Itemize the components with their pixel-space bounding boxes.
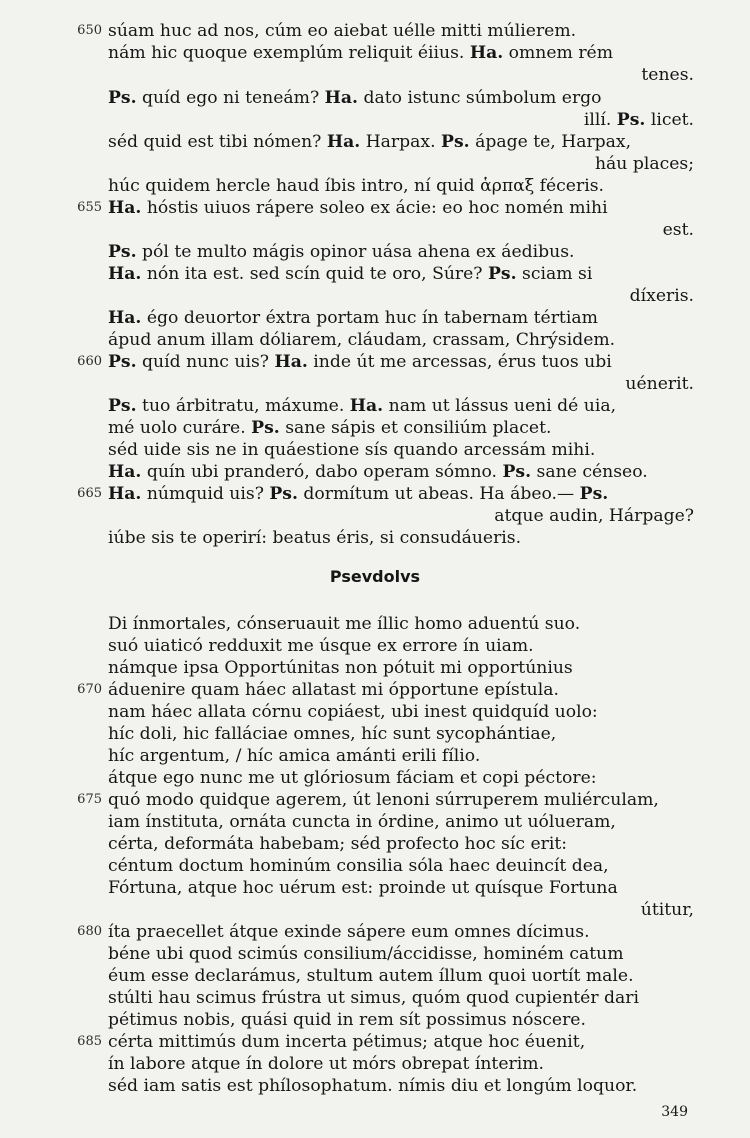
verse-line-continuation: tenes.: [641, 65, 694, 85]
line-number: 655: [77, 200, 102, 215]
line-number: 660: [77, 354, 102, 369]
speaker-label: Ps.: [488, 264, 517, 284]
speaker-label: Ps.: [108, 352, 137, 372]
verse-line-continuation: útitur,: [640, 900, 694, 920]
verse-line: suó uiaticó redduxit me úsque ex errore ín uiam.: [108, 636, 534, 656]
speaker-label: Ps.: [108, 396, 137, 416]
speaker-label: Ha.: [108, 308, 142, 328]
verse-line-continuation: illí. Ps. licet.: [583, 110, 694, 130]
speaker-label: Ps.: [108, 88, 137, 108]
line-number: 650: [77, 23, 102, 38]
verse-line: céntum doctum hominúm consilia sóla haec deuincít dea,: [108, 856, 609, 876]
speaker-label: Ha.: [274, 352, 308, 372]
verse-line: Fórtuna, atque hoc uérum est: proinde ut quísque Fortuna: [108, 878, 618, 898]
verse-line: Ps. tuo árbitratu, máxume. Ha. nam ut lássus ueni dé uia,: [108, 396, 617, 416]
verse-line: séd quid est tibi nómen? Ha. Harpax. Ps. ápage te, Harpax,: [108, 132, 632, 152]
speaker-label: Ha.: [108, 462, 142, 482]
verse-line-continuation: est.: [662, 220, 694, 240]
verse-line: éum esse declarámus, stultum autem íllum quoi uortít male.: [108, 966, 634, 986]
line-number: 670: [77, 682, 102, 697]
verse-line: quó modo quidque agerem, út lenoni súrruperem muliérculam,: [108, 790, 659, 810]
line-number: 685: [77, 1034, 102, 1049]
verse-line: ápud anum illam dóliarem, cláudam, crassam, Chrýsidem.: [108, 330, 616, 350]
verse-line: nám hic quoque exemplúm reliquit éiius. Ha. omnem rém: [108, 43, 614, 63]
verse-line: séd iam satis est phílosophatum. nímis diu et longúm loquor.: [108, 1076, 638, 1096]
verse-line: Ps. quíd ego ni teneám? Ha. dato istunc súmbolum ergo: [108, 88, 602, 108]
verse-line: Ha. égo deuortor éxtra portam huc ín tabernam tértiam: [108, 308, 598, 328]
verse-line: átque ego nunc me ut glóriosum fáciam et copi péctore:: [108, 768, 597, 788]
verse-line: cérta mittimús dum incerta pétimus; atque hoc éuenit,: [108, 1032, 586, 1052]
verse-line: Ha. hóstis uiuos rápere soleo ex ácie: eo hoc nomén mihi: [108, 198, 608, 218]
verse-line: béne ubi quod scimús consilium/áccidisse, hominém catum: [108, 944, 624, 964]
verse-line: súam huc ad nos, cúm eo aiebat uélle mitti múlierem.: [108, 21, 577, 41]
verse-line: Ha. quín ubi pranderó, dabo operam sómno. Ps. sane cénseo.: [108, 462, 648, 482]
verse-line: nam háec allata córnu copiáest, ubi inest quidquíd uolo:: [108, 702, 598, 722]
line-number: 675: [77, 792, 102, 807]
section-heading: Psevdolvs: [329, 567, 421, 586]
speaker-label: Ha.: [349, 396, 384, 416]
verse-line: mé uolo curáre. Ps. sane sápis et consiliúm placet.: [108, 418, 552, 438]
verse-line: ín labore atque ín dolore ut mórs obrepat ínterim.: [108, 1054, 544, 1074]
verse-line: Di ínmortales, cónseruauit me íllic homo aduentú suo.: [108, 614, 581, 634]
speaker-label: Ha.: [324, 88, 359, 108]
speaker-label: Ps.: [441, 132, 470, 152]
speaker-label: Ha.: [469, 43, 504, 63]
verse-line-continuation: háu places;: [594, 154, 694, 174]
verse-line: Ha. nón ita est. sed scín quid te oro, Súre? Ps. sciam si: [108, 264, 593, 284]
verse-line: pétimus nobis, quási quid in rem sít possimus nóscere.: [108, 1010, 586, 1030]
verse-line: Ps. quíd nunc uis? Ha. inde út me arcessas, érus tuos ubi: [108, 352, 612, 372]
verse-line: húc quidem hercle haud íbis intro, ní quid ἁρπαξ féceris.: [108, 176, 604, 196]
speaker-label: Ps.: [502, 462, 532, 482]
speaker-label: Ps.: [269, 484, 298, 504]
verse-line: stúlti hau scimus frústra ut simus, quóm quod cupientér dari: [108, 988, 639, 1008]
speaker-label: Ha.: [108, 264, 142, 284]
page-number: 349: [661, 1104, 688, 1120]
speaker-label: Ps.: [108, 242, 137, 262]
speaker-label: Ps.: [616, 110, 646, 130]
speaker-label: Ps.: [251, 418, 280, 438]
verse-line: áduenire quam háec allatast mi ópportune epístula.: [108, 680, 559, 700]
line-number: 665: [77, 486, 102, 501]
speaker-label: Ha.: [108, 484, 142, 504]
verse-line: cérta, deformáta habebam; séd profecto hoc síc erit:: [108, 834, 568, 854]
verse-line: híc doli, hic falláciae omnes, híc sunt sycophántiae,: [108, 724, 557, 744]
verse-line: Ps. pól te multo mágis opinor uása ahena ex áedibus.: [108, 242, 575, 262]
verse-line-continuation: díxeris.: [629, 286, 694, 306]
speaker-label: Ha.: [326, 132, 361, 152]
verse-line: iam ínstituta, ornáta cuncta in órdine, animo ut uólueram,: [108, 812, 616, 832]
verse-line: híc argentum, / híc amica amánti erili fílio.: [108, 746, 481, 766]
line-number: 680: [77, 924, 102, 939]
speaker-label: Ps.: [579, 484, 609, 504]
verse-line: Ha. númquid uis? Ps. dormítum ut abeas. Ha ábeo.— Ps.: [108, 484, 609, 504]
verse-line: námque ipsa Opportúnitas non pótuit mi opportúnius: [108, 658, 573, 678]
speaker-label: Ha.: [108, 198, 142, 218]
verse-line: séd uide sis ne in quáestione sís quando arcessám mihi.: [108, 440, 596, 460]
verse-line: íta praecellet átque exinde sápere eum omnes dícimus.: [108, 922, 590, 942]
verse-line: iúbe sis te operirí: beatus éris, si consudáueris.: [108, 528, 522, 548]
verse-line-continuation: uénerit.: [625, 374, 694, 394]
verse-line-continuation: atque audin, Hárpage?: [494, 506, 694, 526]
